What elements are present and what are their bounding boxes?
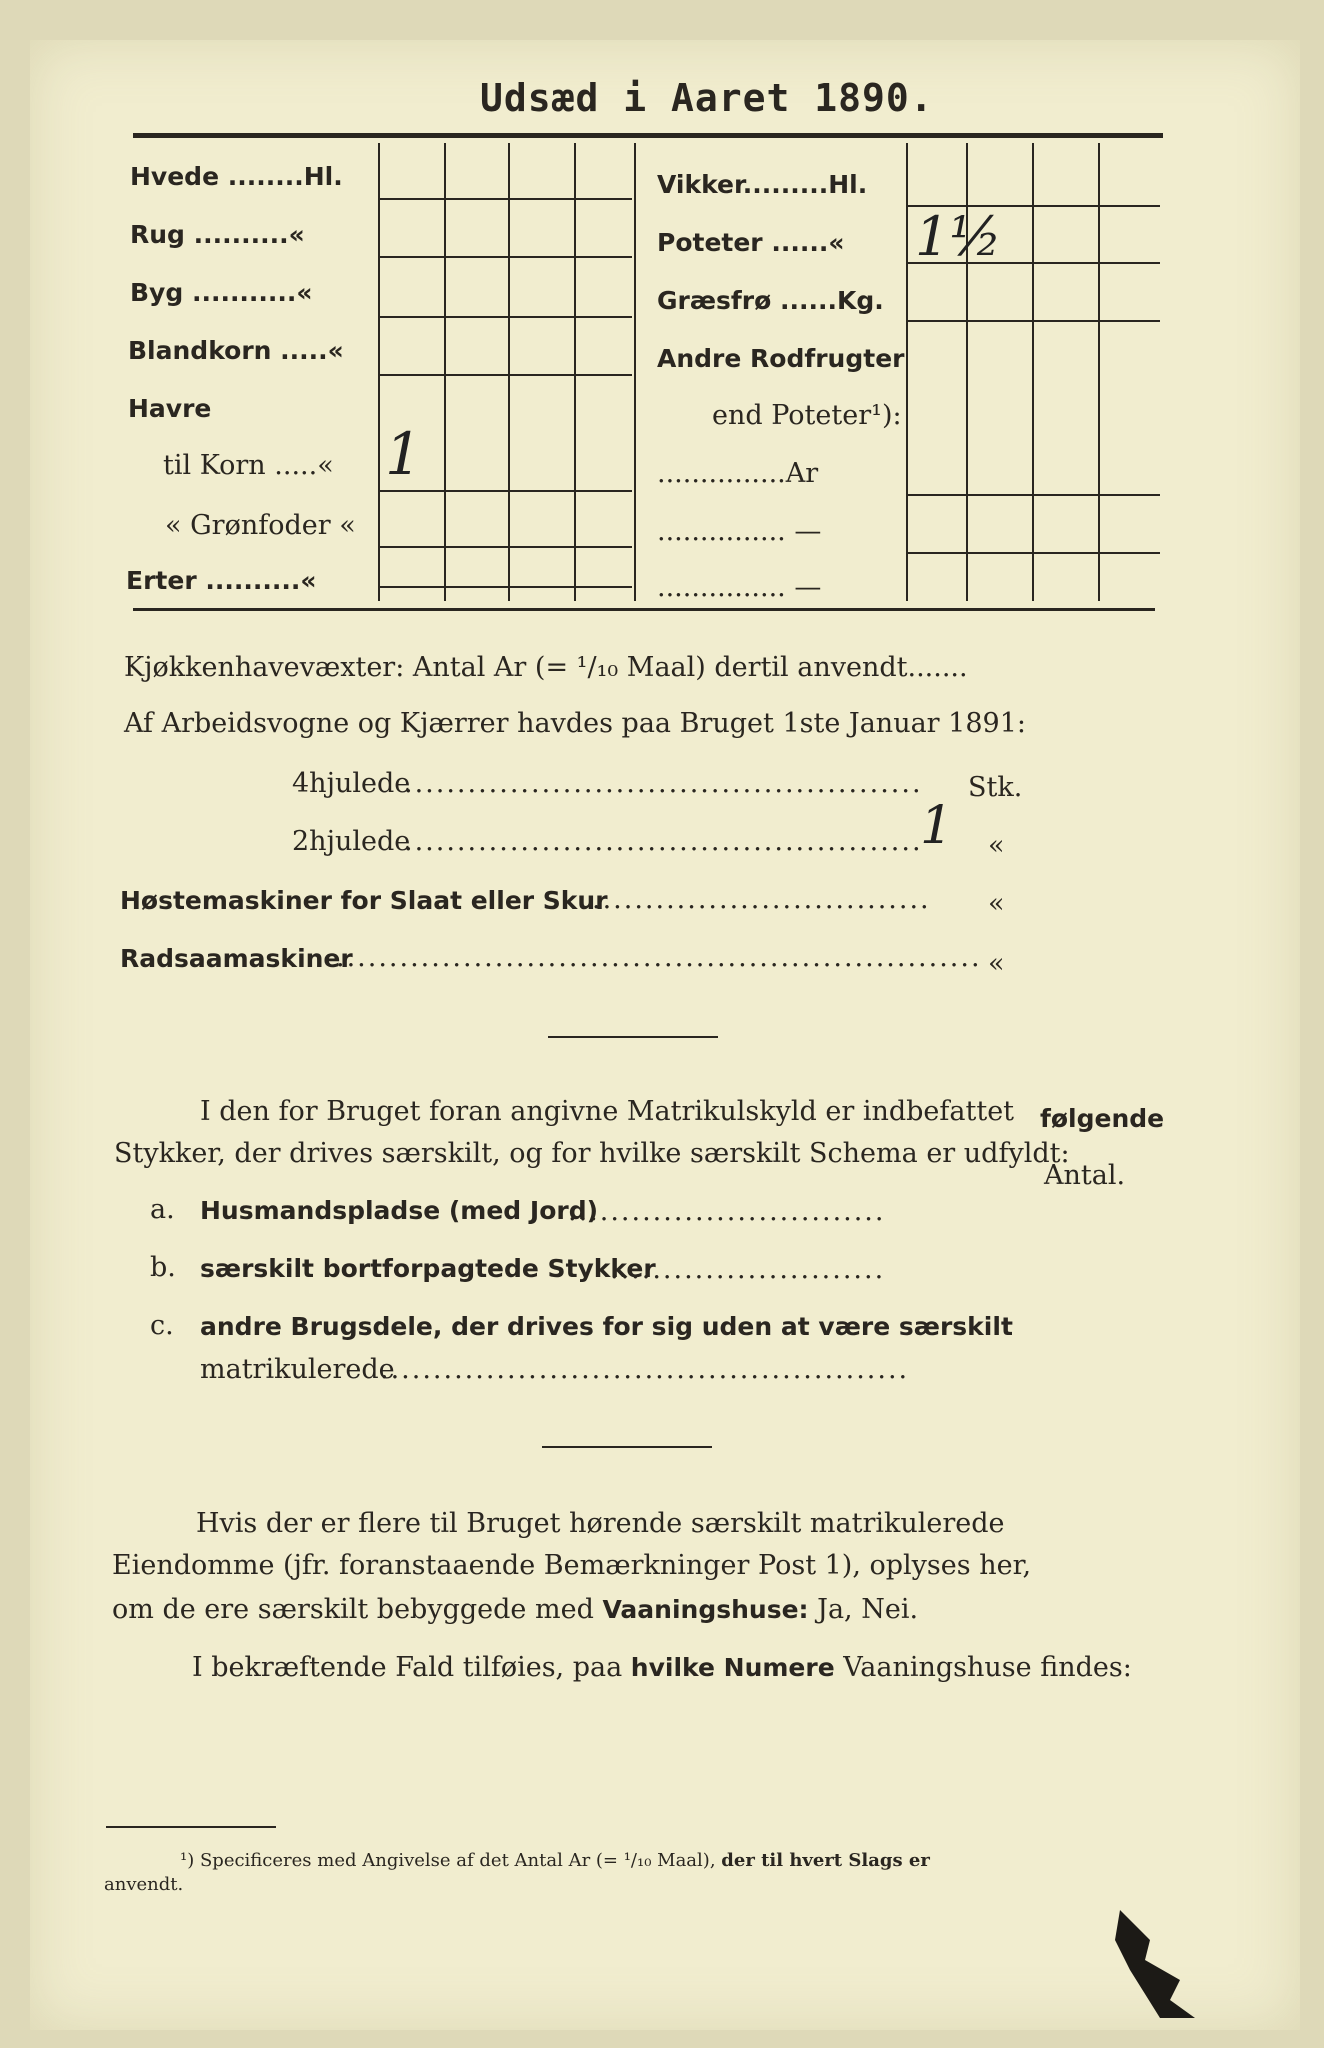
item-a-letter: a. [150, 1194, 175, 1225]
page-title: Udsæd i Aaret 1890. [480, 76, 934, 120]
eiendomme-line4: I bekræftende Fald tilføies, paa hvilke Numere Vaaningshuse findes: [192, 1652, 1132, 1683]
grid-line [378, 143, 380, 601]
blank-ar [908, 494, 1160, 496]
blank-til-korn [380, 490, 632, 492]
label-4hjulede: 4hjulede [292, 768, 411, 799]
dots-item-a: .............................. [568, 1196, 886, 1227]
dots-4hjulede: ................................................. [404, 768, 923, 799]
section-divider [548, 1036, 718, 1038]
footnote-rule [106, 1826, 276, 1828]
matrikul-line2: Stykker, der drives særskilt, og for hvilke særskilt Schema er udfyldt: [114, 1138, 1070, 1169]
dots-2hjulede: ................................................. [404, 826, 923, 857]
matrikul-folgende: følgende [1040, 1104, 1165, 1133]
label-hvede: Hvede ........Hl. [130, 162, 343, 191]
section-divider [542, 1446, 712, 1448]
blank-blandkorn [380, 374, 632, 376]
label-gronfoder: « Grønfoder « [165, 510, 356, 541]
blank-rug [380, 256, 632, 258]
grid-line [1098, 143, 1100, 601]
item-c-cont: matrikulerede [200, 1354, 395, 1385]
unit-radsaamaskiner: « [988, 948, 1005, 979]
item-c-text: andre Brugsdele, der drives for sig uden at være særskilt [200, 1312, 1013, 1341]
label-dash-row-1: ............... — [657, 516, 822, 547]
unit-4hjulede: Stk. [968, 772, 1023, 803]
label-til-korn: til Korn .....« [163, 450, 334, 481]
eiendomme-line2: Eiendomme (jfr. foranstaaende Bemærkninger Post 1), oplyses her, [112, 1550, 1032, 1581]
dots-item-b: .......................... [610, 1254, 886, 1285]
blank-byg [380, 316, 632, 318]
value-poteter: 1½ [915, 205, 1002, 268]
item-c-letter: c. [150, 1310, 174, 1341]
unit-hostemaskiner: « [988, 888, 1005, 919]
kjokkenhave-line: Kjøkkenhavevæxter: Antal Ar (= ¹/₁₀ Maal) dertil anvendt....... [124, 652, 968, 683]
arbeidsvogne-line: Af Arbeidsvogne og Kjærrer havdes paa Bruget 1ste Januar 1891: [124, 708, 1026, 739]
matrikul-antal: Antal. [1044, 1160, 1126, 1191]
label-hostemaskiner: Høstemaskiner for Slaat eller Skur [120, 886, 608, 915]
label-ar-row: ...............Ar [657, 458, 819, 489]
label-poteter: Poteter ......« [657, 228, 845, 257]
item-b-letter: b. [150, 1252, 176, 1283]
label-rug: Rug ..........« [130, 220, 305, 249]
matrikul-line1: I den for Bruget foran angivne Matrikulskyld er indbefattet [200, 1096, 1015, 1127]
label-end-poteter: end Poteter¹): [712, 400, 902, 431]
grid-line [906, 143, 908, 601]
label-andre-rodfrugter: Andre Rodfrugter [657, 344, 905, 373]
grid-line [444, 143, 446, 601]
eiendomme-line3: om de ere særskilt bebyggede med Vaaningshuse: Ja, Nei. [112, 1594, 919, 1625]
label-blandkorn: Blandkorn .....« [128, 336, 344, 365]
dots-hostemaskiner: ................................ [592, 884, 931, 915]
unit-2hjulede: « [988, 830, 1005, 861]
grid-line [508, 143, 510, 601]
paper-tear-mark [1110, 1900, 1200, 2020]
label-byg: Byg ...........« [130, 278, 313, 307]
blank-hvede [380, 198, 632, 200]
blank-gronfoder [380, 546, 632, 548]
label-dash-row-2: ............... — [657, 572, 822, 603]
grid-line [574, 143, 576, 601]
table-bottom-rule [133, 608, 1155, 611]
eiendomme-line1: Hvis der er flere til Bruget hørende særskilt matrikulerede [196, 1508, 1005, 1539]
grid-line [634, 143, 636, 601]
footnote-line2: anvendt. [104, 1874, 184, 1895]
value-til-korn: 1 [385, 420, 422, 488]
label-graesfro: Græsfrø ......Kg. [657, 286, 884, 315]
label-havre: Havre [128, 394, 212, 423]
grid-line [1032, 143, 1034, 601]
blank-erter [380, 586, 632, 588]
label-erter: Erter ..........« [126, 566, 317, 595]
label-radsaamaskiner: Radsaamaskiner [120, 944, 353, 973]
footnote-line1: ¹) Specificeres med Angivelse af det Antal Ar (= ¹/₁₀ Maal), der til hvert Slags er [180, 1850, 930, 1871]
item-b-text: særskilt bortforpagtede Stykker [200, 1254, 656, 1283]
value-2hjulede: 1 [920, 796, 954, 856]
dots-item-c: .................................................. [380, 1354, 910, 1385]
item-a-text: Husmandspladse (med Jord) [200, 1196, 599, 1225]
label-vikker: Vikker.........Hl. [657, 170, 868, 199]
table-top-rule [133, 133, 1163, 138]
blank-graesfro [908, 320, 1160, 322]
dots-radsaamaskiner: ............................................................. [336, 942, 982, 973]
blank-dash-1 [908, 552, 1160, 554]
label-2hjulede: 2hjulede [292, 826, 411, 857]
